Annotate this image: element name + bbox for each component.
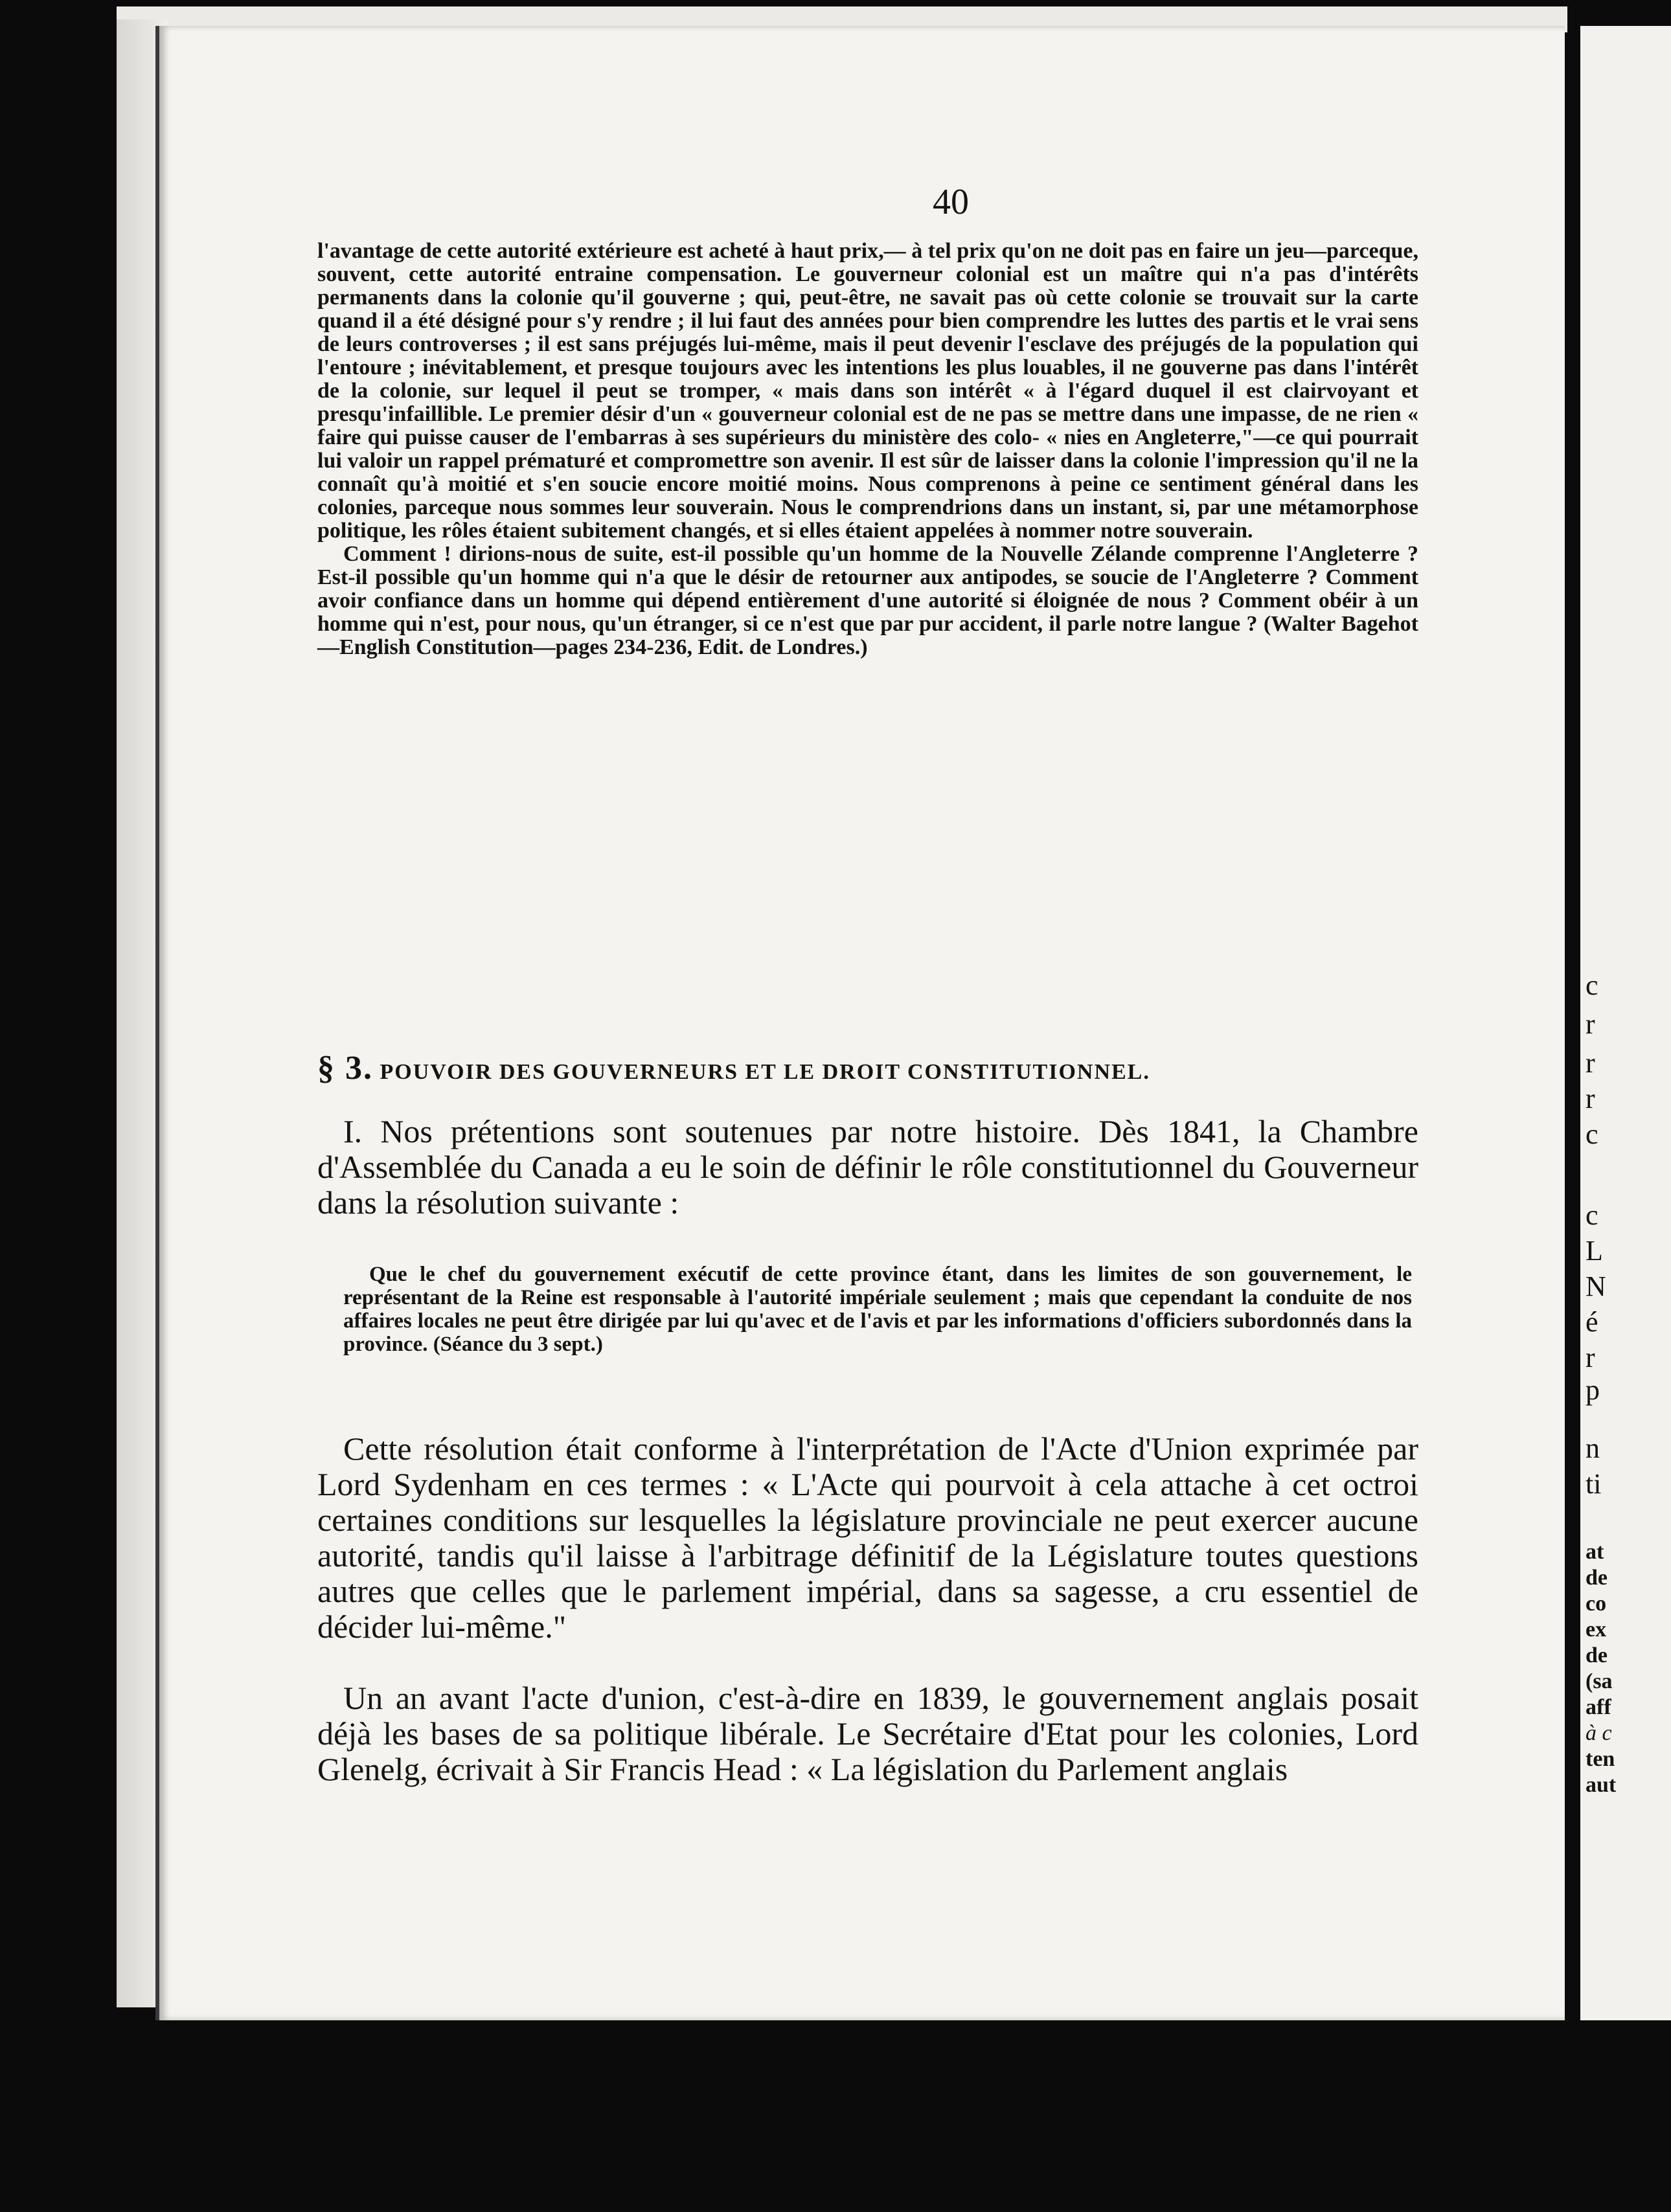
quoted-passage: [317, 240, 1418, 659]
facing-fragment: c: [1586, 1118, 1598, 1150]
facing-fragment: c: [1586, 969, 1598, 1001]
passage-paragraph-2: Comment ! dirions-nous de suite, est-il possible qu'un homme de la Nouvelle Zélande comprenne l'Angleterre ? Est-il possible qu'un homme qui n'a que le désir de retourner aux antipodes, se soucie de l'Angleterre ? Comment avoir confiance dans un homme qui dépend entièrement d'une autorité si éloignée de nous ? Comment obéir à un homme qui n'est, pour nous, qu'un étranger, si ce n'est que par pur accident, il parle notre langue ? (Walter Bagehot—English Constitution—pages 234-236, Edit. de Londres.): [317, 542, 1418, 659]
facing-page-edge: [1580, 26, 1671, 2020]
section-heading: [317, 1049, 1418, 1087]
facing-fragment: ten: [1586, 1747, 1615, 1771]
body-paragraph-2: Cette résolution était conforme à l'interprétation de l'Acte d'Union exprimée par Lord Sydenham en ces termes : « L'Acte qui pourvoit à cela attache à cet octroi certaines conditions sur lesquelles la législature provinciale ne peut exercer aucune autorité, tandis qu'il laisse à l'arbitrage définitif de la Législature toutes questions autres que celles que le parlement impérial, dans sa sagesse, a cru essentiel de décider lui-même.": [317, 1430, 1418, 1645]
page-number: 40: [933, 182, 969, 222]
facing-fragment: (sa: [1586, 1669, 1613, 1693]
facing-fragment: de: [1586, 1643, 1608, 1667]
facing-fragment: c: [1586, 1199, 1598, 1231]
resolution-quote: Que le chef du gouvernement exécutif de cette province étant, dans les limites de son gouvernement, le représentant de la Reine est responsable à l'autorité impériale seulement ; mais que cependant la conduite de nos affaires locales ne peut être dirigée par lui qu'avec et de l'avis et par les informations d'officiers subordonnés dans la province. (Séance du 3 sept.): [343, 1263, 1412, 1356]
section-title: POUVOIR DES GOUVERNEURS ET LE DROIT CONSTITUTIONNEL.: [380, 1060, 1150, 1084]
facing-fragment: aut: [1586, 1773, 1617, 1797]
facing-fragment: p: [1586, 1374, 1600, 1406]
facing-fragment: r: [1586, 1008, 1595, 1040]
facing-fragment: r: [1586, 1342, 1595, 1373]
facing-fragment: at: [1586, 1540, 1604, 1564]
facing-fragment: n: [1586, 1432, 1600, 1464]
facing-fragment: N: [1586, 1270, 1606, 1302]
facing-fragment: co: [1586, 1592, 1607, 1616]
facing-fragment: r: [1586, 1083, 1595, 1114]
facing-fragment: aff: [1586, 1695, 1611, 1719]
passage-paragraph-1: l'avantage de cette autorité extérieure est acheté à haut prix,— à tel prix qu'on ne doit pas en faire un jeu—parceque, souvent, cette autorité entraine compensation. Le gouverneur colonial est un maître qui n'a pas d'intérêts permanents dans la colonie qu'il gouverne ; qui, peut-être, ne savait pas où cette colonie se trouvait sur la carte quand il a été désigné pour s'y rendre ; il lui faut des années pour bien comprendre les luttes des partis et le vrai sens de leurs controverses ; il est sans préjugés lui-même, mais il peut devenir l'esclave des préjugés de la population qui l'entoure ; inévitablement, et presque toujours avec les intentions les plus louables, il ne gouverne pas dans l'intérêt de la colonie, sur lequel il peut se tromper, « mais dans son intérêt « à l'égard duquel il est clairvoyant et presqu'infaillible. Le premier désir d'un « gouverneur colonial est de ne pas se mettre dans une impasse, de ne rien « faire qui puisse causer de l'embarras à ses supérieurs du ministère des colo- « nies en Angleterre,"—ce qui pourrait lui valoir un rappel prématuré et compromettre son avenir. Il est sûr de laisser dans la colonie l'impression qu'il ne la connaît qu'à moitié et s'en soucie encore moitié moins. Nous comprenons à peine ce sentiment général dans les colonies, parceque nous sommes leur souverain. Nous le comprendrions dans un instant, si, par une métamorphose politique, les rôles étaient subitement changés, et si elles étaient appelées à nommer notre souverain.: [317, 239, 1418, 543]
body-paragraph-1: I. Nos prétentions sont soutenues par notre histoire. Dès 1841, la Chambre d'Assemblée du Canada a eu le soin de définir le rôle constitutionnel du Gouverneur dans la résolution suivante :: [317, 1113, 1418, 1221]
facing-fragment: r: [1586, 1047, 1595, 1079]
facing-fragment: à c: [1586, 1721, 1612, 1745]
facing-fragment: ex: [1586, 1618, 1607, 1642]
facing-fragment: ti: [1586, 1468, 1602, 1500]
facing-fragment: L: [1586, 1235, 1603, 1267]
facing-fragment: de: [1586, 1566, 1608, 1590]
section-symbol: § 3.: [317, 1050, 373, 1087]
body-paragraph-3: Un an avant l'acte d'union, c'est-à-dire en 1839, le gouvernement anglais posait déjà les bases de sa politique libérale. Le Secrétaire d'Etat pour les colonies, Lord Glenelg, écrivait à Sir Francis Head : « La législation du Parlement anglais: [317, 1680, 1418, 1787]
facing-fragment: é: [1586, 1306, 1598, 1338]
